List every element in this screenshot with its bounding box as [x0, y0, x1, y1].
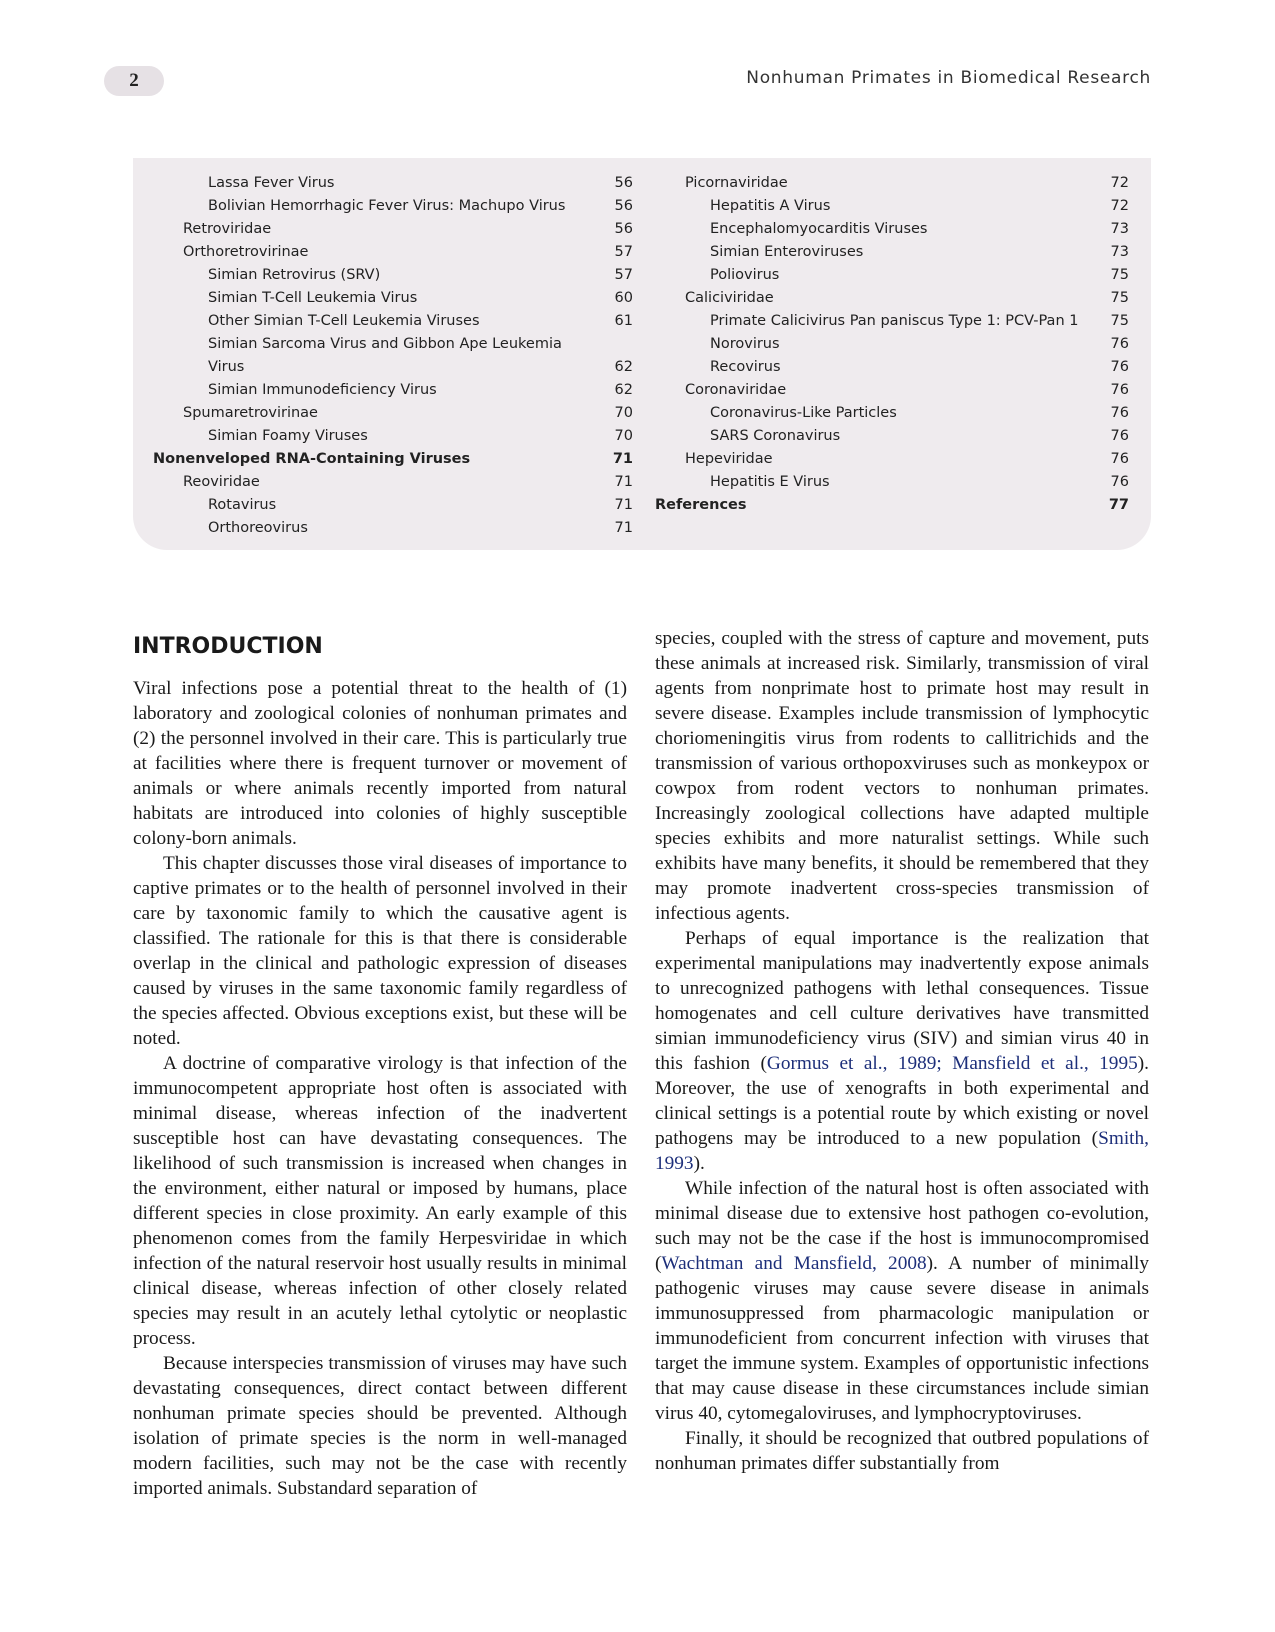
- toc-entry-page: 60: [614, 290, 633, 306]
- toc-entry-page: 61: [614, 313, 633, 329]
- toc-entry[interactable]: [153, 195, 633, 218]
- paragraph: This chapter discusses those viral diseases of importance to captive primates or to the health of personnel involved in their care by taxonomic family to which the causative agent is classified. The rationale for this is that there is considerable overlap in the clinical and pathologic expression of diseases caused by viruses in the same taxonomic family regardless of the species affected. Obvious exceptions exist, but these will be noted.: [133, 853, 627, 1049]
- toc-entry-page: 76: [1110, 474, 1129, 490]
- toc-entry[interactable]: [153, 287, 633, 310]
- toc-entry-page: 77: [1108, 497, 1129, 513]
- page-number: 2: [104, 66, 164, 96]
- toc-entry-page: 76: [1110, 405, 1129, 421]
- toc-entry-title: Retroviridae: [183, 221, 272, 237]
- toc-entry-page: 76: [1110, 336, 1129, 352]
- toc-entry[interactable]: [655, 425, 1129, 448]
- toc-entry-page: 75: [1110, 267, 1129, 283]
- toc-entry-page: 76: [1110, 382, 1129, 398]
- toc-entry-page: 57: [614, 244, 633, 260]
- toc-entry-page: 71: [614, 520, 633, 536]
- toc-entry-title: Lassa Fever Virus: [208, 175, 335, 191]
- toc-entry[interactable]: [655, 172, 1129, 195]
- toc-entry-page: 73: [1110, 221, 1129, 237]
- toc-entry-page: 57: [614, 267, 633, 283]
- text-run: ). Moreover, the use of xenografts in both experimental and clinical settings is a potential route by which existing or novel pathogens may be introduced to a new population (: [655, 1053, 1149, 1149]
- toc-entry-page: 75: [1110, 313, 1129, 329]
- toc-entry-page: 76: [1110, 428, 1129, 444]
- text-run: ).: [693, 1153, 705, 1174]
- toc-entry[interactable]: [655, 494, 1129, 517]
- toc-entry[interactable]: [655, 402, 1129, 425]
- toc-entry[interactable]: [655, 195, 1129, 218]
- toc-entry[interactable]: [153, 356, 633, 379]
- toc-entry-title: Simian Sarcoma Virus and Gibbon Ape Leukemia: [208, 336, 562, 352]
- toc-entry[interactable]: [153, 172, 633, 195]
- toc-entry[interactable]: [153, 264, 633, 287]
- toc-entry[interactable]: [655, 218, 1129, 241]
- toc-entry-page: 76: [1110, 451, 1129, 467]
- body-column-right: [655, 626, 1149, 1476]
- toc-entry-title: Norovirus: [710, 336, 780, 352]
- toc-entry-page: 71: [614, 497, 633, 513]
- body-column-left: [133, 676, 627, 1501]
- toc-entry-title: SARS Coronavirus: [710, 428, 841, 444]
- table-of-contents: [133, 158, 1151, 550]
- toc-entry-page: 76: [1110, 359, 1129, 375]
- text-run: ). A number of minimally pathogenic viruses may cause severe disease in animals immunosuppressed from pharmacologic manipulation or immunodeficient from concurrent infection with viruses that target the immune system. Examples of opportunistic infections that may cause disease in these circumstances include simian virus 40, cytomegaloviruses, and lymphocryptoviruses.: [655, 1253, 1149, 1424]
- toc-entry-page: 62: [614, 382, 633, 398]
- toc-entry-title: Encephalomyocarditis Viruses: [710, 221, 928, 237]
- toc-entry-title: Simian Enteroviruses: [710, 244, 864, 260]
- toc-entry-page: 62: [614, 359, 633, 375]
- toc-entry-title: Coronavirus-Like Particles: [710, 405, 897, 421]
- toc-entry[interactable]: [655, 471, 1129, 494]
- toc-entry-title: Picornaviridae: [685, 175, 788, 191]
- toc-entry-title: Simian Retrovirus (SRV): [208, 267, 381, 283]
- toc-entry-title: Poliovirus: [710, 267, 780, 283]
- toc-entry[interactable]: [153, 471, 633, 494]
- citation-link[interactable]: Wachtman and Mansfield, 2008: [661, 1253, 927, 1274]
- paragraph: [655, 1176, 1149, 1426]
- paragraph: Finally, it should be recognized that outbred populations of nonhuman primates differ substantially from: [655, 1428, 1149, 1474]
- toc-entry-title: Rotavirus: [208, 497, 277, 513]
- toc-entry[interactable]: [153, 517, 633, 540]
- toc-entry[interactable]: [655, 356, 1129, 379]
- toc-entry-title: Recovirus: [710, 359, 781, 375]
- running-title: Nonhuman Primates in Biomedical Research: [746, 68, 1151, 88]
- toc-entry-title: Orthoretrovirinae: [183, 244, 309, 260]
- toc-entry-title: Coronaviridae: [685, 382, 787, 398]
- toc-entry-title: Hepeviridae: [685, 451, 773, 467]
- toc-entry-title: Simian T-Cell Leukemia Virus: [208, 290, 418, 306]
- toc-entry-title: References: [655, 497, 747, 513]
- text-run: Perhaps of equal importance is the realization that experimental manipulations may inadvertently expose animals to unrecognized pathogens with lethal consequences. Tissue homogenates and cell culture derivatives have transmitted simian immunodeficiency virus (SIV) and simian virus 40 in this fashion (: [655, 928, 1149, 1074]
- toc-entry[interactable]: [153, 494, 633, 517]
- toc-entry[interactable]: [655, 333, 1129, 356]
- toc-entry[interactable]: [153, 379, 633, 402]
- toc-entry-title: Bolivian Hemorrhagic Fever Virus: Machupo Virus: [208, 198, 566, 214]
- toc-entry-title: Spumaretrovirinae: [183, 405, 318, 421]
- toc-entry[interactable]: [153, 310, 633, 333]
- toc-entry[interactable]: [153, 448, 633, 471]
- text-run: While infection of the natural host is often associated with minimal disease due to extensive host pathogen co-evolution, such may not be the case if the host is immunocompromised (: [655, 1178, 1149, 1274]
- toc-entry-title: Primate Calicivirus Pan paniscus Type 1: PCV-Pan 1: [710, 313, 1079, 329]
- toc-entry-page: 56: [614, 221, 633, 237]
- toc-entry-title: Nonenveloped RNA-Containing Viruses: [153, 451, 471, 467]
- toc-column-left: [153, 172, 633, 540]
- toc-entry-title: Simian Immunodeficiency Virus: [208, 382, 437, 398]
- toc-entry-title: Orthoreovirus: [208, 520, 308, 536]
- toc-entry-page: 71: [612, 451, 633, 467]
- toc-entry-title: Hepatitis E Virus: [710, 474, 830, 490]
- toc-entry-page: 73: [1110, 244, 1129, 260]
- toc-column-right: [655, 172, 1129, 517]
- section-heading-introduction: INTRODUCTION: [133, 634, 323, 659]
- paragraph: Because interspecies transmission of viruses may have such devastating consequences, direct contact between different nonhuman primate species should be prevented. Although isolation of primate species is the norm in well-managed modern facilities, such may not be the case with recently imported animals. Substandard separation of: [133, 1353, 627, 1499]
- toc-entry-title: Virus: [208, 359, 245, 375]
- paragraph: [655, 926, 1149, 1176]
- toc-entry-title: Caliciviridae: [685, 290, 774, 306]
- toc-entry[interactable]: [153, 402, 633, 425]
- paragraph: species, coupled with the stress of capture and movement, puts these animals at increased risk. Similarly, transmission of viral agents from nonprimate host to primate host may result in severe disease. Examples include transmission of lymphocytic choriomeningitis virus from rodents to callitrichids and the transmission of various orthopoxviruses such as monkeypox or cowpox from rodent vectors to nonhuman primates. Increasingly zoological collections have adapted multiple species exhibits and more naturalist settings. While such exhibits have many benefits, it should be remembered that they may promote inadvertent cross-species transmission of infectious agents.: [655, 628, 1149, 924]
- toc-entry-page: 70: [614, 405, 633, 421]
- toc-entry-page: 70: [614, 428, 633, 444]
- toc-entry[interactable]: [655, 287, 1129, 310]
- toc-entry[interactable]: [153, 241, 633, 264]
- toc-entry-page: 56: [614, 198, 633, 214]
- toc-entry-title: Simian Foamy Viruses: [208, 428, 368, 444]
- paragraph: Viral infections pose a potential threat to the health of (1) laboratory and zoological colonies of nonhuman primates and (2) the personnel involved in their care. This is particularly true at facilities where there is frequent turnover or movement of animals or where animals recently imported from natural habitats are introduced into colonies of highly susceptible colony-born animals.: [133, 678, 627, 849]
- toc-entry[interactable]: [655, 264, 1129, 287]
- toc-entry[interactable]: [153, 218, 633, 241]
- toc-entry[interactable]: [655, 448, 1129, 471]
- toc-entry-title: Hepatitis A Virus: [710, 198, 831, 214]
- paragraph: A doctrine of comparative virology is that infection of the immunocompetent appropriate host often is associated with minimal disease, whereas infection of the inadvertent susceptible host can have devastating consequences. The likelihood of such transmission is increased when changes in the environment, either natural or imposed by humans, place different species in close proximity. An early example of this phenomenon comes from the family Herpesviridae in which infection of the natural reservoir host usually results in minimal clinical disease, whereas infection of other closely related species may result in an acutely lethal cytolytic or neoplastic process.: [133, 1053, 627, 1349]
- toc-entry-page: 72: [1110, 175, 1129, 191]
- toc-entry-page: 75: [1110, 290, 1129, 306]
- toc-entry[interactable]: [655, 379, 1129, 402]
- toc-entry[interactable]: [655, 310, 1129, 333]
- citation-link[interactable]: Gormus et al., 1989; Mansfield et al., 1995: [766, 1053, 1138, 1074]
- toc-entry-page: 71: [614, 474, 633, 490]
- toc-entry[interactable]: [655, 241, 1129, 264]
- toc-entry[interactable]: [153, 333, 633, 356]
- toc-entry[interactable]: [153, 425, 633, 448]
- toc-entry-page: 72: [1110, 198, 1129, 214]
- toc-entry-title: Reoviridae: [183, 474, 260, 490]
- citation-link[interactable]: Smith, 1993: [655, 1128, 1149, 1174]
- toc-entry-title: Other Simian T-Cell Leukemia Viruses: [208, 313, 480, 329]
- toc-entry-page: 56: [614, 175, 633, 191]
